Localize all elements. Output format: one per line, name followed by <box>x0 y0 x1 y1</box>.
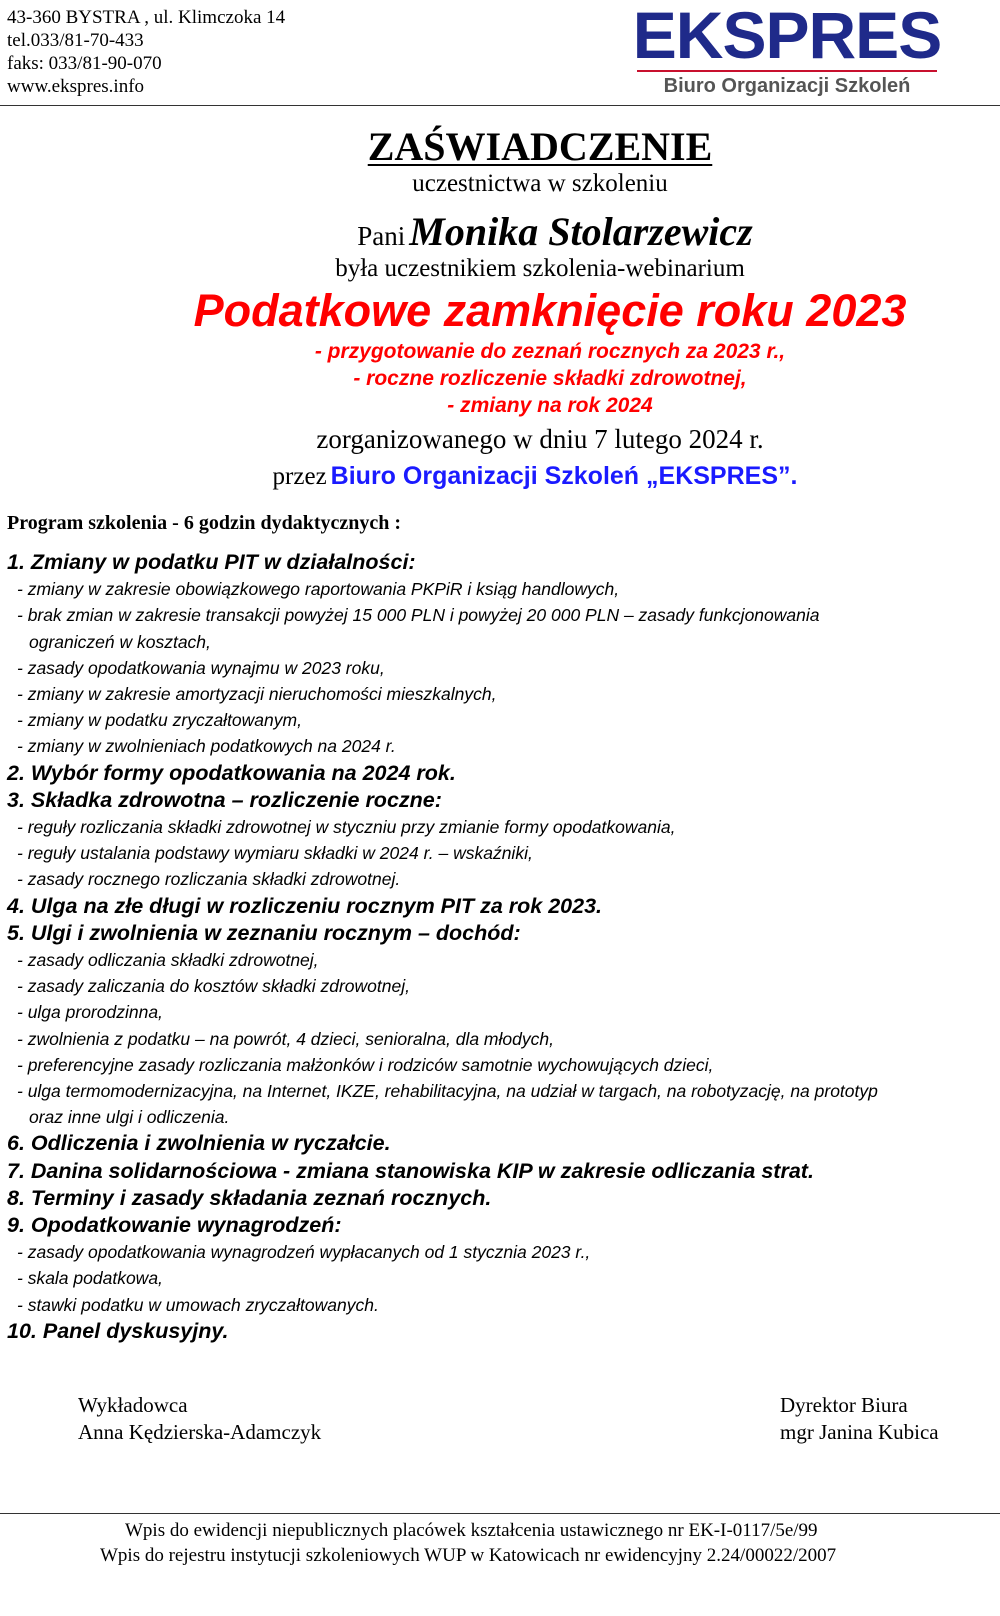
program-item: - ulga prorodzinna, <box>17 1002 163 1023</box>
program-item: - zmiany w podatku zryczałtowanym, <box>17 710 302 731</box>
program-item: - preferencyjne zasady rozliczania małżonków i rodziców samotnie wychowujących dzieci, <box>17 1054 714 1075</box>
organizer-name: Biuro Organizacji Szkoleń „EKSPRES”. <box>330 462 798 490</box>
recipient-salutation: Pani <box>357 221 406 251</box>
signature-director <box>780 1392 939 1446</box>
program-section-title: 6. Odliczenia i zwolnienia w ryczałcie. <box>7 1131 391 1156</box>
program-item: - zasady rocznego rozliczania składki zdrowotnej. <box>17 869 401 890</box>
course-subtopic: - roczne rozliczenie składki zdrowotnej, <box>353 367 747 390</box>
signature-name: mgr Janina Kubica <box>780 1420 939 1444</box>
program-item: - zasady opodatkowania wynagrodzeń wypłacanych od 1 stycznia 2023 r., <box>17 1242 591 1263</box>
program-item: - skala podatkowa, <box>17 1268 163 1289</box>
footer-registry-1: Wpis do ewidencji niepublicznych placówek kształcenia ustawicznego nr EK-I-0117/5e/99 <box>125 1520 818 1541</box>
signature-lecturer <box>78 1392 321 1446</box>
program-heading: Program szkolenia - 6 godzin dydaktycznych : <box>7 512 402 534</box>
program-item: - zmiany w zakresie obowiązkowego raportowania PKPiR i ksiąg handlowych, <box>17 579 620 600</box>
organized-date-line: zorganizowanego w dniu 7 lutego 2024 r. <box>316 424 764 454</box>
program-item: - zasady opodatkowania wynajmu w 2023 roku, <box>17 657 385 678</box>
header-divider <box>0 105 1000 106</box>
fax: faks: 033/81-90-070 <box>7 53 162 74</box>
program-item: - zasady odliczania składki zdrowotnej, <box>17 950 319 971</box>
program-item: - zmiany w zakresie amortyzacji nieruchomości mieszkalnych, <box>17 684 497 705</box>
program-item: - reguły ustalania podstawy wymiaru składki w 2024 r. – wskaźniki, <box>17 843 533 864</box>
program-section-title: 1. Zmiany w podatku PIT w działalności: <box>7 550 416 574</box>
course-subtopic: - zmiany na rok 2024 <box>447 394 653 417</box>
program-section-title: 4. Ulga na złe długi w rozliczeniu rocznym PIT za rok 2023. <box>7 893 602 918</box>
program-section-title: 7. Danina solidarnościowa - zmiana stanowiska KIP w zakresie odliczania strat. <box>7 1158 814 1183</box>
document-subtitle: uczestnictwa w szkoleniu <box>412 170 668 197</box>
logo-tagline: Biuro Organizacji Szkoleń <box>637 70 937 98</box>
footer-divider <box>0 1513 1000 1514</box>
footer-registry-2: Wpis do rejestru instytucji szkoleniowych WUP w Katowicach nr ewidencyjny 2.24/00022/2007 <box>100 1545 837 1566</box>
contact-block <box>7 6 285 98</box>
program-section-title: 8. Terminy i zasady składania zeznań rocznych. <box>7 1185 492 1210</box>
program-section-title: 5. Ulgi i zwolnienia w zeznaniu rocznym – dochód: <box>7 920 521 945</box>
organizer-line <box>35 462 1000 491</box>
logo-wordmark: EKSPRES <box>632 0 942 72</box>
program-item: - brak zmian w zakresie transakcji powyżej 15 000 PLN i powyżej 20 000 PLN – zasady funkcjonowania ograniczeń w kosztach, <box>17 605 820 652</box>
program-item: - stawki podatku w umowach zryczałtowanych. <box>17 1294 379 1315</box>
footer <box>0 1518 1000 1568</box>
course-title: Podatkowe zamknięcie roku 2023 <box>193 285 907 336</box>
address: 43-360 BYSTRA , ul. Klimczoka 14 <box>7 7 286 28</box>
recipient-line <box>55 208 1000 255</box>
signature-role: Dyrektor Biura <box>780 1393 908 1417</box>
program-section-title: 9. Opodatkowanie wynagrodzeń: <box>7 1213 342 1238</box>
phone: tel.033/81-70-433 <box>7 30 144 51</box>
program-item: - zasady zaliczania do kosztów składki zdrowotnej, <box>17 976 410 997</box>
program-section-title: 3. Składka zdrowotna – rozliczenie roczne: <box>7 787 442 812</box>
signature-role: Wykładowca <box>78 1393 188 1417</box>
program-item: - ulga termomodernizacyjna, na Internet, IKZE, rehabilitacyjna, na udział w targach, na robotyzację, na prototyp oraz inne ulgi i odliczenia. <box>17 1081 878 1128</box>
program-section-title: 2. Wybór formy opodatkowania na 2024 rok. <box>7 760 456 785</box>
program-item: - reguły rozliczania składki zdrowotnej w styczniu przy zmianie formy opodatkowania, <box>17 817 676 838</box>
course-subtopic: - przygotowanie do zeznań rocznych za 2023 r., <box>314 340 786 363</box>
document-title: ZAŚWIADCZENIE <box>367 124 713 169</box>
program-item: - zwolnienia z podatku – na powrót, 4 dzieci, senioralna, dla młodych, <box>17 1028 554 1049</box>
signature-name: Anna Kędzierska-Adamczyk <box>78 1420 322 1444</box>
program-list <box>7 549 967 1345</box>
organizer-prefix: przez <box>272 463 327 490</box>
program-item: - zmiany w zwolnieniach podatkowych na 2024 r. <box>17 736 396 757</box>
website: www.ekspres.info <box>7 76 145 97</box>
recipient-name: Monika Stolarzewicz <box>409 209 753 254</box>
participant-line: była uczestnikiem szkolenia-webinarium <box>335 255 745 282</box>
program-section-title: 10. Panel dyskusyjny. <box>7 1318 229 1343</box>
ekspres-logo <box>622 0 952 97</box>
